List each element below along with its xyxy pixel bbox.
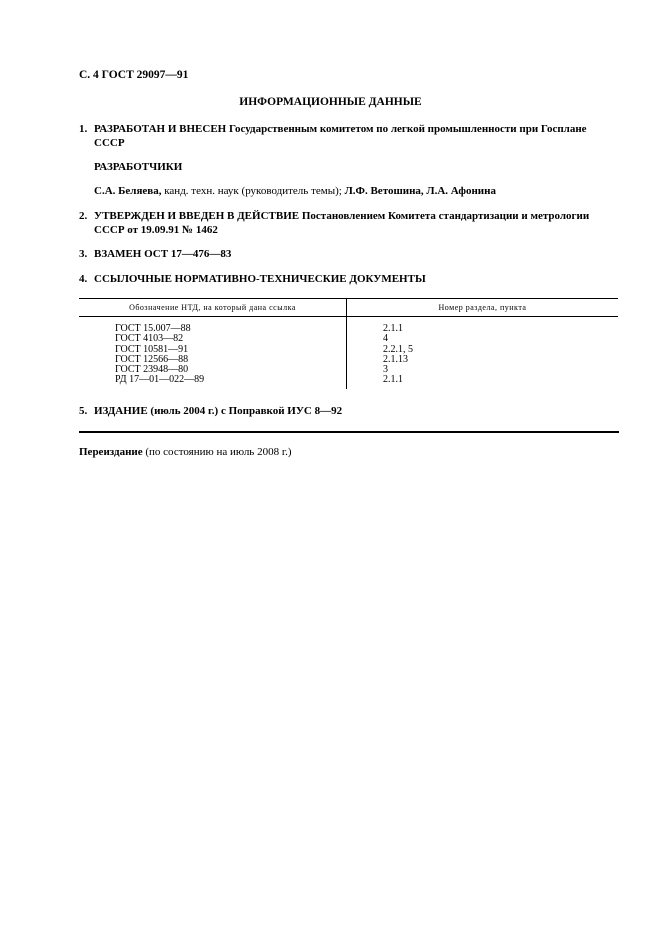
item-text: Постановлением Комитета стандартизации и метрологии	[301, 210, 590, 222]
item-references	[79, 273, 619, 287]
table-row	[79, 317, 618, 335]
item-number: 1.	[79, 123, 88, 135]
developer-names-rest: Л.Ф. Ветошина, Л.А. Афонина	[344, 185, 496, 197]
references-table	[79, 298, 618, 389]
page-header: С. 4 ГОСТ 29097—91	[79, 69, 189, 81]
developer-name: С.А. Беляева,	[94, 185, 162, 197]
item-number: 5.	[79, 405, 88, 417]
table-cell-document: ГОСТ 15.007—88	[79, 317, 347, 335]
table-cell-document: ГОСТ 4103—82	[79, 334, 347, 344]
developers-heading: РАЗРАБОТЧИКИ	[94, 161, 183, 173]
table-cell-section: 2.1.1	[383, 374, 403, 386]
item-text-continued: СССР от 19.09.91 № 1462	[94, 223, 218, 236]
table-cell-document: ГОСТ 12566—88	[79, 355, 347, 365]
item-number: 2.	[79, 210, 88, 222]
table-cell-section: 4	[383, 333, 388, 345]
item-text: ССЫЛОЧНЫЕ НОРМАТИВНО-ТЕХНИЧЕСКИЕ ДОКУМЕНТЫ	[94, 273, 426, 285]
item-developed-by	[79, 123, 619, 150]
item-number: 4.	[79, 273, 88, 285]
reissue-lead: Переиздание	[79, 446, 143, 458]
item-approved	[79, 210, 619, 237]
divider-rule	[79, 431, 619, 433]
reissue-text: (по состоянию на июль 2008 г.)	[142, 446, 292, 458]
item-edition	[79, 405, 619, 419]
item-replaces	[79, 248, 619, 262]
table-row	[79, 375, 618, 388]
table-cell-section: 3	[383, 364, 388, 376]
developers-block	[79, 161, 619, 175]
table-cell-document: ГОСТ 10581—91	[79, 345, 347, 355]
table-cell-document: ГОСТ 23948—80	[79, 365, 347, 375]
table-header-section: Номер раздела, пункта	[347, 299, 619, 317]
item-text-continued: СССР	[94, 136, 125, 149]
developer-note: канд. техн. наук (руководитель темы);	[161, 185, 345, 197]
item-developed-line1	[79, 123, 619, 137]
table-cell-document: РД 17—01—022—89	[79, 375, 347, 388]
table-header-document: Обозначение НТД, на который дана ссылка	[79, 299, 347, 317]
developers-names	[79, 185, 619, 199]
section-title: ИНФОРМАЦИОННЫЕ ДАННЫЕ	[239, 96, 422, 108]
item-number: 3.	[79, 248, 88, 260]
reissue-note	[79, 446, 292, 458]
table-cell-section: 2.2.1, 5	[383, 343, 413, 355]
item-lead: РАЗРАБОТАН И ВНЕСЕН	[94, 123, 227, 135]
item-text: ИЗДАНИЕ (июль 2004 г.) с Поправкой ИУС 8—92	[94, 405, 343, 417]
table-cell-section: 2.1.1	[383, 323, 403, 334]
table-cell-section: 2.1.13	[383, 353, 408, 365]
item-text: Государственным комитетом по легкой промышленности при Госплане	[228, 123, 587, 135]
item-text: ВЗАМЕН ОСТ 17—476—83	[94, 248, 232, 260]
item-lead: УТВЕРЖДЕН И ВВЕДЕН В ДЕЙСТВИЕ	[94, 210, 300, 222]
